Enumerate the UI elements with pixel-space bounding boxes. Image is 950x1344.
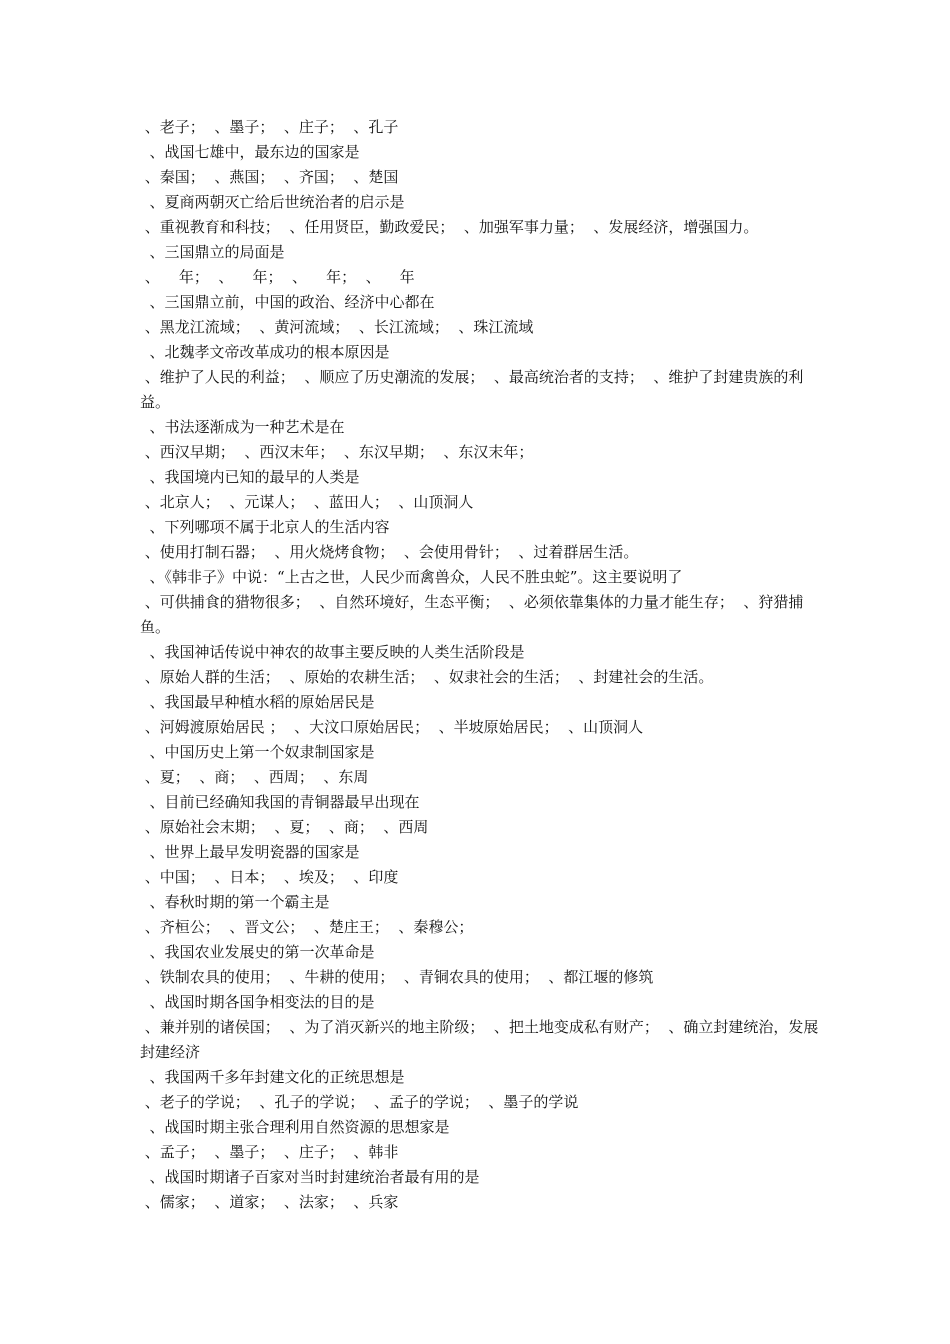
question-options: 、可供捕食的猎物很多； 、自然环境好，生态平衡； 、必须依靠集体的力量才能生存； 、狩猎捕鱼。 <box>140 593 804 636</box>
question-options: 、齐桓公； 、晋文公； 、楚庄王； 、秦穆公； <box>140 918 474 936</box>
question-options: 、铁制农具的使用； 、牛耕的使用； 、青铜农具的使用； 、都江堰的修筑 <box>140 968 654 986</box>
question-options: 、河姆渡原始居民 ； 、大汶口原始居民； 、半坡原始居民； 、山顶洞人 <box>140 718 644 736</box>
document-body <box>140 115 825 1215</box>
question-stem: 、我国两千多年封建文化的正统思想是 <box>140 1068 405 1086</box>
question-stem: 、下列哪项不属于北京人的生活内容 <box>140 518 390 536</box>
question-options: 、原始人群的生活； 、原始的农耕生活； 、奴隶社会的生活； 、封建社会的生活。 <box>140 668 714 686</box>
question-stem: 、战国七雄中，最东边的国家是 <box>140 143 360 161</box>
question-stem: 、世界上最早发明瓷器的国家是 <box>140 843 360 861</box>
question-options: 、原始社会末期； 、夏； 、商； 、西周 <box>140 818 429 836</box>
question-stem: 、战国时期各国争相变法的目的是 <box>140 993 375 1011</box>
question-stem: 、《韩非子》中说：“上古之世，人民少而禽兽众，人民不胜虫蛇”。这主要说明了 <box>140 568 683 586</box>
question-options: 、兼并别的诸侯国； 、为了消灭新兴的地主阶级； 、把土地变成私有财产； 、确立封建统治，发展封建经济 <box>140 1018 819 1061</box>
question-options: 、西汉早期； 、西汉末年； 、东汉早期； 、东汉末年； <box>140 443 534 461</box>
question-stem: 、三国鼎立前，中国的政治、经济中心都在 <box>140 293 435 311</box>
question-stem: 、战国时期主张合理利用自然资源的思想家是 <box>140 1118 450 1136</box>
question-options: 、老子的学说； 、孔子的学说； 、孟子的学说； 、墨子的学说 <box>140 1093 579 1111</box>
question-options: 、儒家； 、道家； 、法家； 、兵家 <box>140 1193 399 1211</box>
question-options: 、秦国； 、燕国； 、齐国； 、楚国 <box>140 168 399 186</box>
question-options: 、使用打制石器； 、用火烧烤食物； 、会使用骨针； 、过着群居生活。 <box>140 543 639 561</box>
question-stem: 、我国神话传说中神农的故事主要反映的人类生活阶段是 <box>140 643 525 661</box>
question-stem: 、春秋时期的第一个霸主是 <box>140 893 330 911</box>
question-options: 、孟子； 、墨子； 、庄子； 、韩非 <box>140 1143 399 1161</box>
question-stem: 、我国农业发展史的第一次革命是 <box>140 943 375 961</box>
question-options: 、北京人； 、元谋人； 、蓝田人； 、山顶洞人 <box>140 493 474 511</box>
question-stem: 、我国境内已知的最早的人类是 <box>140 468 360 486</box>
question-stem: 、我国最早种植水稻的原始居民是 <box>140 693 375 711</box>
question-options: 、重视教育和科技； 、任用贤臣，勤政爱民； 、加强军事力量； 、发展经济，增强国力。 <box>140 218 759 236</box>
question-options: 、黑龙江流域； 、黄河流域； 、长江流域； 、珠江流域 <box>140 318 534 336</box>
question-stem: 、中国历史上第一个奴隶制国家是 <box>140 743 375 761</box>
question-stem: 、书法逐渐成为一种艺术是在 <box>140 418 345 436</box>
question-options: 、 年； 、 年； 、 年； 、 年 <box>140 268 415 286</box>
question-options: 、夏； 、商； 、西周； 、东周 <box>140 768 369 786</box>
question-stem: 、目前已经确知我国的青铜器最早出现在 <box>140 793 420 811</box>
question-stem: 、三国鼎立的局面是 <box>140 243 285 261</box>
question-options: 、中国； 、日本； 、埃及； 、印度 <box>140 868 399 886</box>
question-stem: 、北魏孝文帝改革成功的根本原因是 <box>140 343 390 361</box>
question-options: 、老子； 、墨子； 、庄子； 、孔子 <box>140 118 399 136</box>
question-options: 、维护了人民的利益； 、顺应了历史潮流的发展； 、最高统治者的支持； 、维护了封建贵族的利益。 <box>140 368 804 411</box>
question-stem: 、战国时期诸子百家对当时封建统治者最有用的是 <box>140 1168 480 1186</box>
question-stem: 、夏商两朝灭亡给后世统治者的启示是 <box>140 193 405 211</box>
